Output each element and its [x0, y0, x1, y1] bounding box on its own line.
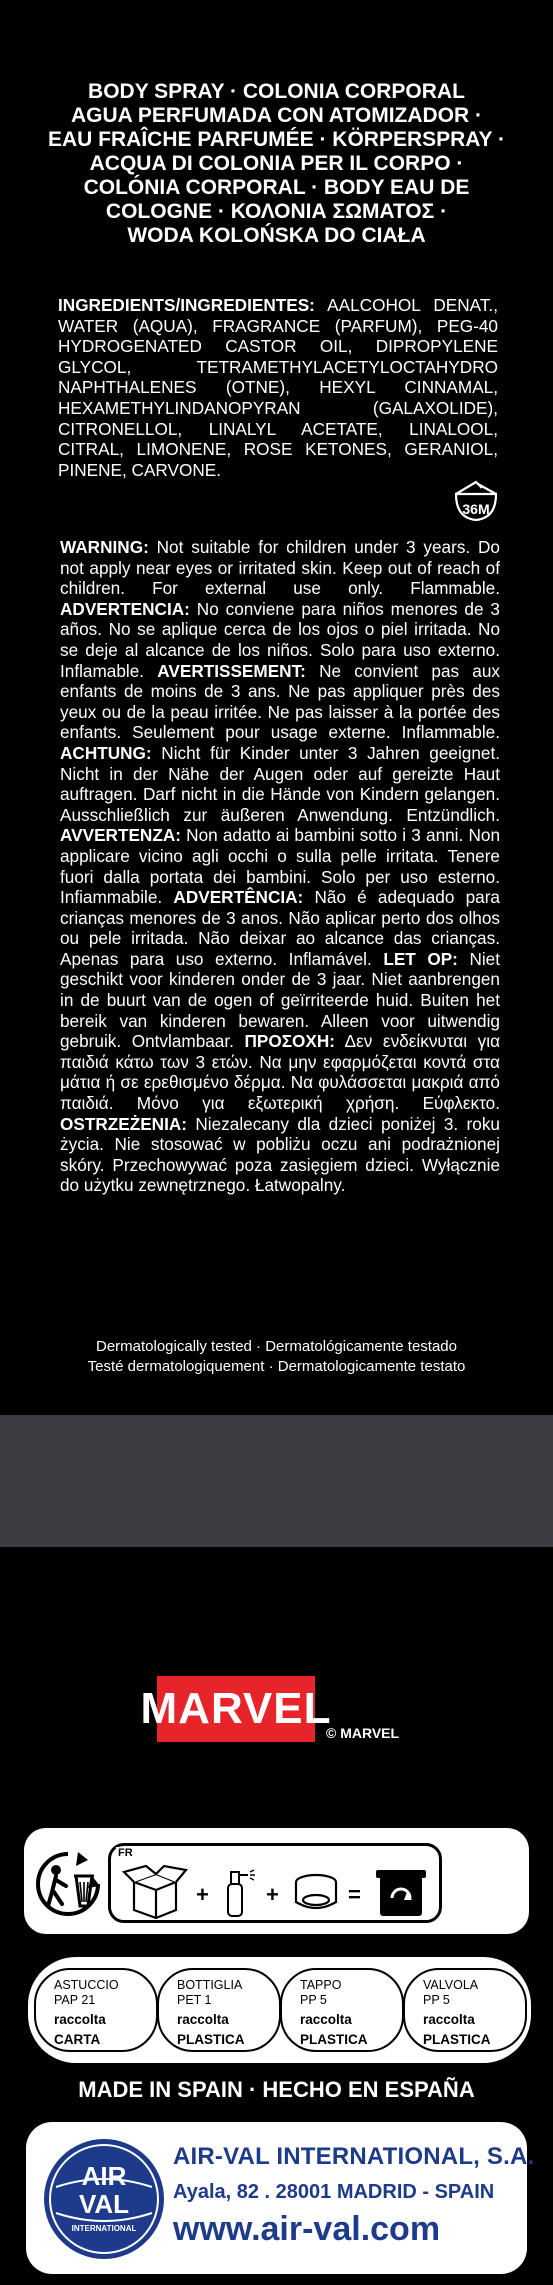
warning-text: Δεν ενδείκνυται για παιδιά κάτω των 3 ετών. Να μην εφαρμόζεται κοντά στα μάτια ή σε ερεθισμένο δέρμα. Να φυλάσσεται μακριά από παιδιά. Μόνο για εξωτερική χρήση. Εύφλεκτο. [60, 1031, 501, 1114]
ingredients-text: AALCOHOL DENAT., WATER (AQUA), FRAGRANCE (PARFUM), PEG-40 HYDROGENATED CASTOR OIL, DIPROPYLENE GLYCOL, TETRAMETHYLACETYLOCTAHYDRO NAPHTHALENES (OTNE), HEXYL CINNAMAL, HEXAMETHYLINDANOPYRAN (GALAXOLIDE), CITRONELLOL, LINALYL ACETATE, LINALOOL, CITRAL, LIMONENE, ROSE KETONES, GERANIOL, PINENE, CARVONE. [58, 295, 498, 480]
air-val-logo [40, 2135, 168, 2263]
material-code: PP 5 [300, 1993, 327, 2007]
warnings-paragraph [60, 537, 500, 1196]
svg-text:=: = [348, 1882, 361, 1907]
company-name: AIR-VAL INTERNATIONAL, S.A. [173, 2143, 535, 2170]
warning-label: WARNING: [60, 537, 149, 557]
svg-text:VAL: VAL [78, 2189, 130, 2219]
cap-icon [296, 1875, 336, 1908]
material-code: PAP 21 [54, 1993, 96, 2007]
material-item: ASTUCCIO [54, 1978, 119, 1992]
country-code: FR [118, 1847, 133, 1859]
material-item: BOTTIGLIA [177, 1978, 243, 1992]
recycle-label: RECYCLE [463, 1835, 521, 1849]
triman-icon [30, 1846, 106, 1920]
warning-text: Não é adequado para crianças menores de 3 anos. Não aplicar perto dos olhos ou pele irritada. Não deixar ao alcance das crianças. Apenas para uso externo. Inflamável. [60, 887, 500, 969]
derm-line: Dermatologically tested · Dermatológicamente testado [95, 1338, 457, 1355]
warning-label: ACHTUNG: [60, 742, 152, 763]
title-line: ACQUA DI COLONIA PER IL CORPO · [89, 152, 464, 175]
dermatologically-tested-note [40, 1337, 513, 1377]
material-card [157, 1968, 281, 2052]
warning-text: Ne convient pas aux enfants de moins de 3 ans. Ne pas appliquer près des yeux ou de la peau irritée. Ne pas laisser à la portée des enfants. Seulement pour usage externe. Inflammable. [60, 660, 500, 743]
company-website-link[interactable]: www.air-val.com [173, 2210, 441, 2248]
svg-text:+: + [196, 1882, 209, 1907]
warning-label: LET OP: [383, 948, 458, 969]
warning-text: Nicht für Kinder unter 3 Jahren geeignet. Nicht in der Nähe der Augen oder auf gereizte Haut auftragen. Darf nicht in die Hände von Kindern gelangen. Ausschließlich zur äußeren Anwendung. Entzündlich. [60, 742, 500, 825]
material-type: CARTA [54, 2032, 101, 2047]
material-code: PET 1 [177, 1993, 212, 2007]
company-address: Ayala, 82 . 28001 MADRID - SPAIN [173, 2181, 495, 2203]
made-in-text: MADE IN SPAIN · HECHO EN ESPAÑA [78, 2077, 475, 2102]
grey-band [0, 1415, 553, 1547]
material-type: PLASTICA [177, 2032, 245, 2047]
pao-label: 36M [462, 501, 490, 517]
svg-text:+: + [266, 1882, 279, 1907]
title-line: WODA KOLOŃSKA DO CIAŁA [127, 224, 426, 247]
warning-text: Not suitable for children under 3 years. Do not apply near eyes or irritated skin. Keep out of reach of children. For external use only. Flammable. [60, 537, 500, 599]
material-type: PLASTICA [423, 2032, 491, 2047]
sorting-pictograms [116, 1862, 436, 1920]
title-line: AGUA PERFUMADA CON ATOMIZADOR · [70, 104, 483, 127]
recycling-bin-icon [376, 1870, 426, 1916]
warning-label: OSTRZEŻENIA: [60, 1113, 187, 1134]
ingredients-paragraph [58, 295, 498, 480]
warning-text: No conviene para niños menores de 3 años. No se aplique cerca de los ojos o piel irritada. No se deje al alcance de los niños. Solo para uso externo. Inflamable. [60, 598, 500, 681]
title-line: COLÓNIA CORPORAL · BODY EAU DE [83, 176, 470, 199]
product-title-block [40, 80, 513, 248]
period-after-opening-icon [452, 478, 500, 524]
material-item: VALVOLA [423, 1978, 479, 1992]
material-code: PP 5 [423, 1993, 450, 2007]
warning-label: ADVERTÊNCIA: [173, 887, 304, 908]
material-collect: raccolta [423, 2012, 475, 2027]
spray-bottle-icon [228, 1870, 255, 1916]
warning-label: AVVERTENZA: [60, 825, 181, 846]
svg-text:AIR: AIR [81, 2161, 127, 2191]
title-line: COLOGNE · ΚΟΛΟΝΙΑ ΣΩΜΑΤΟΣ · [105, 200, 448, 223]
warning-text: Niezalecany dla dzieci poniżej 3. roku życia. Nie stosować w pobliżu oczu ani podrażnionej skóry. Przechowywać poza zasięgiem dzieci. Wyłącznie do użytku zewnętrznego. Łatwopalny. [60, 1113, 500, 1196]
box-icon [124, 1866, 186, 1918]
recycle-symbol [452, 1832, 532, 1932]
warning-label: AVERTISSEMENT: [157, 660, 306, 681]
warning-label: ΠΡΟΣΟΧΗ: [244, 1031, 336, 1052]
material-card [34, 1968, 158, 2052]
marvel-logo-text: MARVEL [140, 1684, 332, 1733]
derm-line: Testé dermatologiquement · Dermatologicamente testato [87, 1358, 466, 1375]
material-collect: raccolta [177, 2012, 229, 2027]
material-item: TAPPO [300, 1978, 342, 1992]
warning-text: Niet geschikt voor kinderen onder de 3 jaar. Niet aanbrengen in de buurt van de ogen of geïrriteerde huid. Buiten het bereik van kinderen bewaren. Alleen voor uitwendig gebruik. Ontvlambaar. [60, 948, 501, 1052]
warning-label: ADVERTENCIA: [60, 598, 190, 619]
material-card [280, 1968, 404, 2052]
material-card [403, 1968, 527, 2052]
title-line: BODY SPRAY · COLONIA CORPORAL [88, 80, 465, 103]
copyright-text: © MARVEL [326, 1725, 400, 1741]
warning-text: Non adatto ai bambini sotto i 3 anni. Non applicare vicino agli occhi o sulla pelle irritata. Tenere fuori dalla portata dei bambini. Solo per uso esterno. Infiammabile. [60, 825, 501, 908]
title-line: EAU FRAÎCHE PARFUMÉE · KÖRPERSPRAY · [48, 128, 505, 151]
svg-text:INTERNATIONAL: INTERNATIONAL [71, 2224, 137, 2233]
material-type: PLASTICA [300, 2032, 368, 2047]
material-collect: raccolta [54, 2012, 106, 2027]
ingredients-label: INGREDIENTS/INGREDIENTES: [58, 295, 315, 315]
marvel-logo [140, 1676, 332, 1742]
material-collect: raccolta [300, 2012, 352, 2027]
